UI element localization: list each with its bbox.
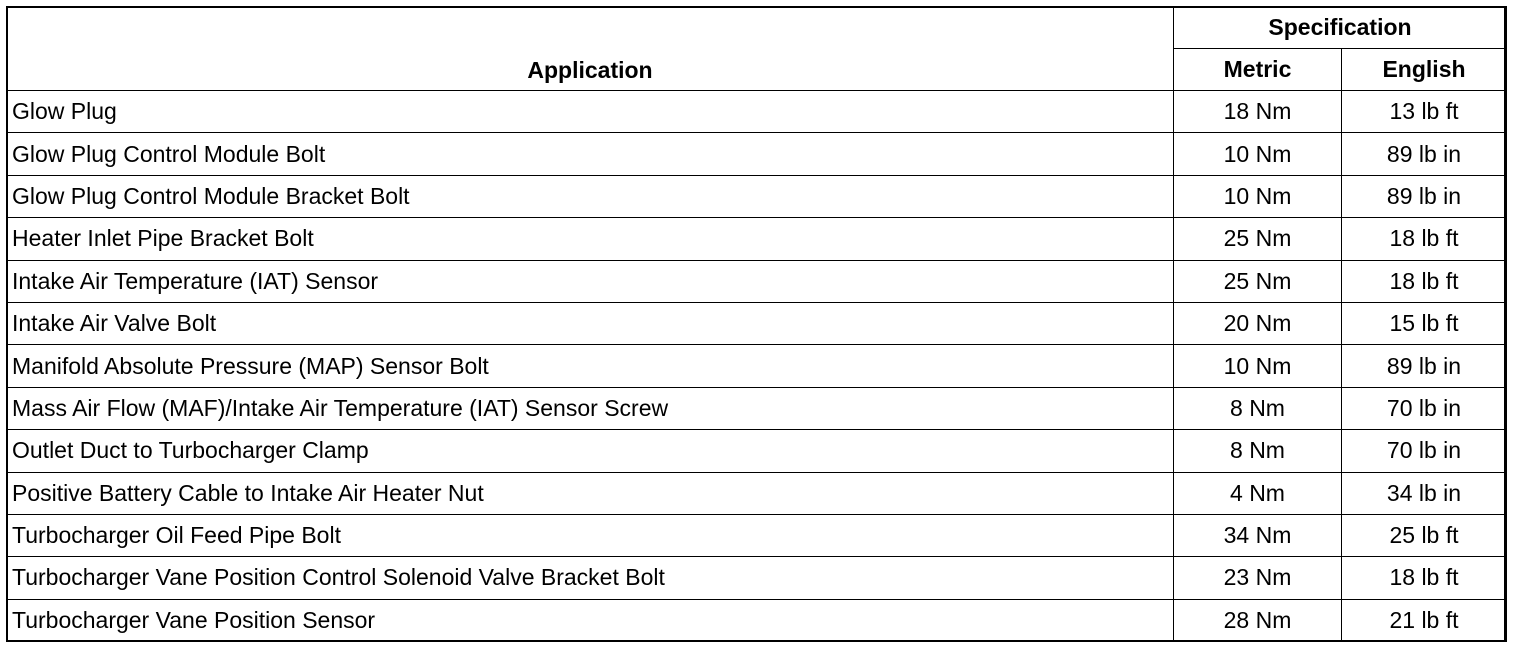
metric-cell: 4 Nm [1174, 472, 1342, 514]
metric-cell: 23 Nm [1174, 557, 1342, 599]
english-cell: 70 lb in [1342, 430, 1507, 472]
metric-cell: 10 Nm [1174, 345, 1342, 387]
english-header: English [1342, 49, 1507, 91]
metric-cell: 8 Nm [1174, 430, 1342, 472]
english-cell: 21 lb ft [1342, 599, 1507, 641]
application-cell: Glow Plug Control Module Bracket Bolt [7, 175, 1174, 217]
application-cell: Positive Battery Cable to Intake Air Heater Nut [7, 472, 1174, 514]
table-row [7, 175, 1507, 217]
english-cell: 89 lb in [1342, 133, 1507, 175]
application-cell: Mass Air Flow (MAF)/Intake Air Temperature (IAT) Sensor Screw [7, 387, 1174, 429]
table-row [7, 557, 1507, 599]
application-cell: Intake Air Valve Bolt [7, 302, 1174, 344]
table-row [7, 599, 1507, 641]
application-cell: Turbocharger Oil Feed Pipe Bolt [7, 514, 1174, 556]
application-cell: Turbocharger Vane Position Control Solenoid Valve Bracket Bolt [7, 557, 1174, 599]
torque-spec-table [6, 6, 1507, 642]
application-cell: Manifold Absolute Pressure (MAP) Sensor Bolt [7, 345, 1174, 387]
table-row [7, 514, 1507, 556]
english-cell: 34 lb in [1342, 472, 1507, 514]
table-row [7, 302, 1507, 344]
english-cell: 18 lb ft [1342, 260, 1507, 302]
application-cell: Heater Inlet Pipe Bracket Bolt [7, 218, 1174, 260]
english-cell: 13 lb ft [1342, 91, 1507, 133]
application-cell: Glow Plug Control Module Bolt [7, 133, 1174, 175]
english-cell: 18 lb ft [1342, 557, 1507, 599]
table-row [7, 133, 1507, 175]
table-row [7, 387, 1507, 429]
metric-cell: 25 Nm [1174, 218, 1342, 260]
metric-cell: 18 Nm [1174, 91, 1342, 133]
english-cell: 89 lb in [1342, 175, 1507, 217]
metric-cell: 20 Nm [1174, 302, 1342, 344]
metric-cell: 10 Nm [1174, 175, 1342, 217]
metric-cell: 28 Nm [1174, 599, 1342, 641]
metric-cell: 8 Nm [1174, 387, 1342, 429]
english-cell: 18 lb ft [1342, 218, 1507, 260]
english-cell: 89 lb in [1342, 345, 1507, 387]
table-row [7, 345, 1507, 387]
application-cell: Outlet Duct to Turbocharger Clamp [7, 430, 1174, 472]
metric-cell: 34 Nm [1174, 514, 1342, 556]
english-cell: 70 lb in [1342, 387, 1507, 429]
application-cell: Glow Plug [7, 91, 1174, 133]
metric-cell: 10 Nm [1174, 133, 1342, 175]
application-cell: Intake Air Temperature (IAT) Sensor [7, 260, 1174, 302]
metric-header: Metric [1174, 49, 1342, 91]
metric-cell: 25 Nm [1174, 260, 1342, 302]
table-row [7, 260, 1507, 302]
application-header: Application [7, 7, 1174, 91]
english-cell: 25 lb ft [1342, 514, 1507, 556]
table-row [7, 430, 1507, 472]
table-row [7, 472, 1507, 514]
application-cell: Turbocharger Vane Position Sensor [7, 599, 1174, 641]
specification-header: Specification [1174, 7, 1507, 49]
table-row [7, 91, 1507, 133]
english-cell: 15 lb ft [1342, 302, 1507, 344]
table-row [7, 218, 1507, 260]
